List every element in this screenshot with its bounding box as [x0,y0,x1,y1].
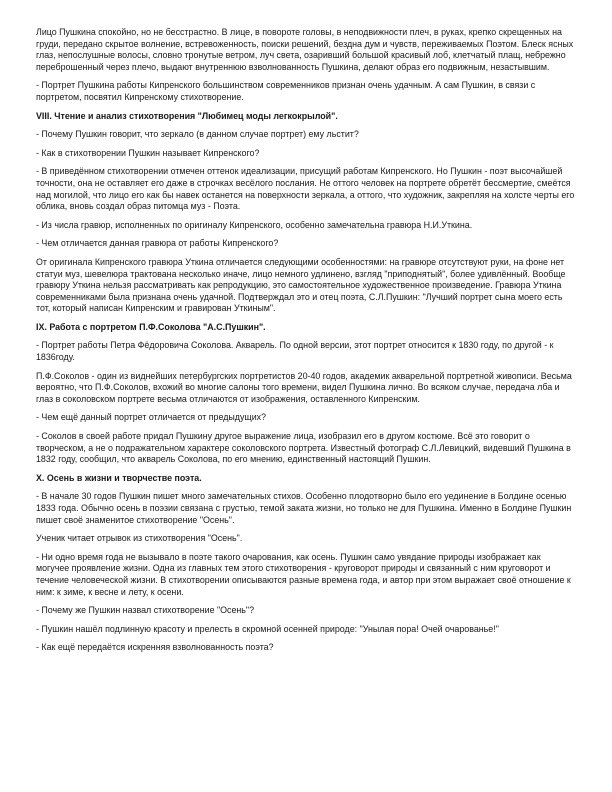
paragraph-sokolov-bio: П.Ф.Соколов - один из виднейших петербургских портретистов 20-40 годов, академик акварельной портретной живописи. Весьма вероятно, что П.Ф.Соколов, вхожий во многие салоны того времени, видел Пушкина лично. Во всяком случае, передача лба и глаз в соколовском портрете весьма отличаются от изображения, оставленного Кипренским. [36,370,572,404]
paragraph-idealization: - В приведённом стихотворении отмечен оттенок идеализации, присущий работам Кипренского. Но Пушкин - поэт высочайшей точности, она не оставляет его даже в строчках весёлого послания. Не оттого человек на портрете обретёт бессмертие, смеётся над могилой, что лицо его как бы навек останется на поверхности зеркала, а оттого, что художник, закрепляя на холсте черты его облика, вновь создал образ питомца муз - Поэта. [36,166,575,212]
paragraph-sokolov-watercolor: - Портрет работы Петра Фёдоровича Соколова. Акварель. По одной версии, этот портрет относится к 1830 году, по другой - к 1836году. [36,340,554,363]
paragraph-autumn-charm: - Ни одно время года не вызывало в поэте такого очарования, как осень. Пушкин само увядание природы изображает как могучее проявление жизни. Одна из главных тем этого стихотворения - круговорот природы и связанный с ним круговорот и течение человеческой жизни. В стихотворении описываются разные времена года, и автор при этом выражает своё отношение к ним: к зиме, к весне и лету, к осени. [36,551,571,597]
section-heading-viii: VIII. Чтение и анализ стихотворения "Любимец моды легкокрылой". [36,110,338,121]
paragraph-pushkin-face: Лицо Пушкина спокойно, но не бесстрастно. В лице, в повороте головы, в неподвижности плеч, в руках, крепко скрещенных на груди, передано скрытое волнение, встревоженность, поиски решений, бездна дум и чувств, переживаемых Поэтом. Блеск ясных глаз, непослушные волосы, словно тронутые ветром, луч света, озаривший большой красивый лоб, клетчатый плащ, небрежно переброшенный через плечо, выдают внутреннюю взволнованность Пушкина, делают образ его подвижным, незастывшим. [36,27,574,72]
paragraph-boldino: - В начале 30 годов Пушкин пишет много замечательных стихов. Особенно плодотворно было его уединение в Болдине осенью 1833 года. Обычно осень в поэзии связана с грустью, темой заката жизни, но только не для Пушкина. Именно в Болдине Пушкин пишет своё знаменитое стихотворение "Осень". [36,491,572,525]
paragraph-utkin-engraving: - Из числа гравюр, исполненных по оригиналу Кипренского, особенно замечательна гравюра Н.И.Уткина. [36,219,473,230]
question-mirror: - Почему Пушкин говорит, что зеркало (в данном случае портрет) ему льстит? [36,129,359,140]
section-heading-ix: IX. Работа с портретом П.Ф.Соколова "А.С.Пушкин". [36,321,266,332]
paragraph-sokolov-expression: - Соколов в своей работе придал Пушкину другое выражение лица, изобразил его в другом костюме. Всё это говорит о творческом, а не о подражательном характере соколовского портрета. Известный фотограф С.Л.Левицкий, видевший Пушкина в 1832 году, сообщил, что акварель Соколова, по его мнению, единственный настоящий Пушкин. [36,431,571,465]
question-portrait-difference: - Чем ещё данный портрет отличается от предыдущих? [36,412,267,423]
section-heading-x: X. Осень в жизни и творчестве поэта. [36,472,202,483]
paragraph-student-reads: Ученик читает отрывок из стихотворения "Осень". [36,533,243,544]
paragraph-autumn-beauty: - Пушкин нашёл подлинную красоту и прелесть в скромной осенней природе: "Унылая пора! Очей очарованье!" [36,623,499,634]
paragraph-kiprensky-portrait: - Портрет Пушкина работы Кипренского большинством современников признан очень удачным. А сам Пушкин, в связи с портретом, посвятил Кипренскому стихотворение. [36,80,536,102]
question-kiprensky-name: - Как в стихотворении Пушкин называет Кипренского? [36,147,260,158]
question-engraving-difference: - Чем отличается данная гравюра от работы Кипренского? [36,238,279,249]
question-autumn-title: - Почему же Пушкин назвал стихотворение "Осень"? [36,605,255,616]
paragraph-engraving-features: От оригинала Кипренского гравюра Уткина отличается следующими особенностями: на гравюре отсутствуют руки, на фоне нет статуи муз, шевелюра трактована несколько иначе, лицо немного удлинено, взгляд "приподнятый", более удивлённый. Вообще гравюру Уткина нельзя рассматривать как репродукцию, это самостоятельное художественное произведение. Гравюра Уткина современниками была признана очень удачной. Подтверждал это и отец поэта, С.Л.Пушкин: "Лучший портрет сына моего есть тот, который написан Кипренским и гравирован Уткиным". [36,256,566,314]
question-sincere-emotion: - Как ещё передаётся искренняя взволнованность поэта? [36,642,274,653]
